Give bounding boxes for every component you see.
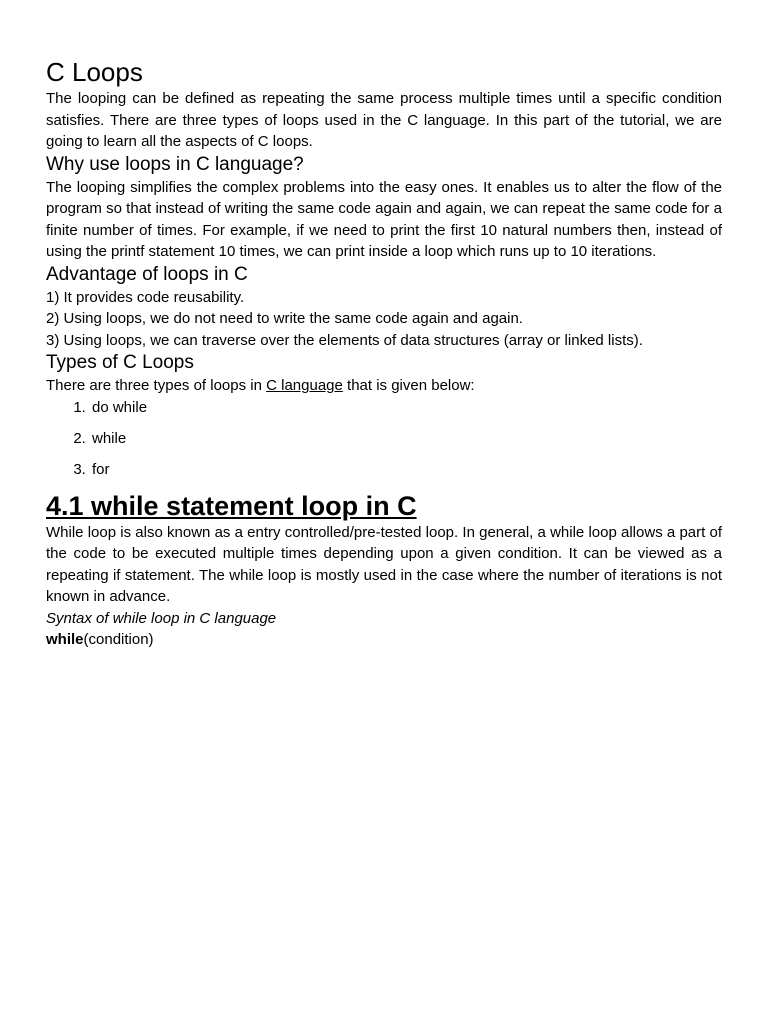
code-line [46, 629, 722, 650]
types-intro [46, 375, 722, 397]
list-item: 2. while [90, 428, 722, 449]
types-intro-after: that is given below: [342, 377, 475, 394]
page-title: C Loops [46, 57, 143, 87]
while-paragraph: While loop is also known as a entry controlled/pre-tested loop. In general, a while loop allows a part of the code to be executed multiple times depending upon a given condition. It can be viewed as a repeating if statement. The while loop is mostly used in the case where the number of iterations is not known in advance. [46, 523, 722, 605]
code-keyword: while [46, 630, 84, 648]
advantage-point: 1) It provides code reusability. [46, 288, 245, 306]
types-intro-before: There are three types of loops in [46, 377, 267, 394]
why-paragraph: The looping simplifies the complex problems into the easy ones. It enables us to alter the flow of the program so that instead of writing the same code again and again, we can repeat the same code for a finite number of times. For example, if we need to print the first 10 natural numbers then, instead of using the printf statement 10 times, we can print inside a loop which runs up to 10 iterations. [46, 178, 722, 260]
why-heading: Why use loops in C language? [46, 153, 304, 175]
types-heading: Types of C Loops [46, 352, 194, 373]
advantage-point: 3) Using loops, we can traverse over the elements of data structures (array or linked lists). [46, 331, 643, 349]
list-item: 3. for [90, 459, 722, 480]
syntax-label: Syntax of while loop in C language [46, 609, 277, 627]
intro-paragraph: The looping can be defined as repeating the same process multiple times until a specific condition satisfies. There are three types of loops used in the C language. In this part of the tutorial, we are going to learn all the aspects of C loops. [46, 90, 722, 150]
advantage-point: 2) Using loops, we do not need to write the same code again and again. [46, 310, 523, 327]
list-item: 1. do while [90, 397, 722, 418]
code-condition: (condition) [83, 630, 154, 648]
advantage-heading: Advantage of loops in C [46, 263, 248, 285]
c-language-link[interactable]: C language [266, 377, 343, 394]
types-list [46, 397, 722, 480]
while-section-heading: 4.1 while statement loop in C [46, 490, 417, 521]
